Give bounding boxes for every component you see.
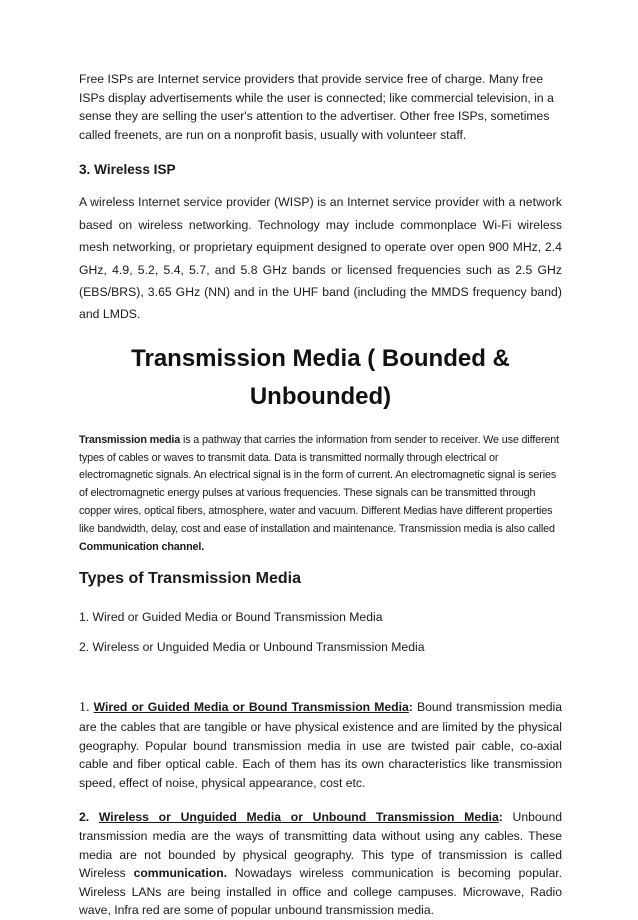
wireless-lead: Wireless or Unguided Media or Unbound Transmission Media (98, 810, 499, 825)
wireless-colon: : (498, 810, 503, 825)
type-item-wired: 1. Wired or Guided Media or Bound Transmission Media (79, 610, 383, 625)
wireless-strong: communication. (133, 866, 228, 881)
wireless-media-paragraph (79, 808, 562, 920)
wireless-body-2: Nowadays wireless communication is becoming popular. Wireless LANs are being installed in office and college campuses. Microwave, Radio wave, Infra red are some of popular unbound transmission media. (79, 866, 563, 918)
wireless-number: 2. (79, 810, 90, 825)
definition-term: Transmission media (79, 433, 181, 446)
main-title-line-1: Transmission Media ( Bounded & (131, 344, 510, 372)
wired-number: 1. (79, 700, 90, 716)
wired-lead: Wired or Guided Media or Bound Transmission Media (93, 700, 409, 715)
main-title-line-2: Unbounded) (249, 382, 392, 410)
free-isp-paragraph: Free ISPs are Internet service providers that provide service free of charge. Many free ISPs display advertisements while the user is connected; like commercial television, in a sense they are selling the user's attention to the advertiser. Other free ISPs, sometimes called freenets, are run on a nonprofit basis, usually with volunteer staff. (79, 72, 554, 142)
wireless-isp-paragraph: A wireless Internet service provider (WISP) is an Internet service provider with a network based on wireless networking. Technology may include commonplace Wi-Fi wireless mesh networking, or proprietary equipment designed to operate over open 900 MHz, 2.4 GHz, 4.9, 5.2, 5.4, 5.7, and 5.8 GHz bands or licensed frequencies such as 2.5 GHz (EBS/BRS), 3.65 GHz (NN) and in the UHF band (including the MMDS frequency band) and LMDS. (79, 195, 562, 322)
wired-colon: : (408, 700, 413, 715)
types-heading: Types of Transmission Media (79, 570, 301, 588)
main-title (79, 340, 562, 416)
wireless-isp-heading: 3. Wireless ISP (79, 162, 176, 178)
wired-body: Bound transmission media are the cables that are tangible or have physical existence and are limited by the physical geography. Popular bound transmission media in use are twisted pair cable, co-axial cable and fiber optical cable. Each of them has its own characteristics like transmission speed, effect of noise, physical appearance, cost etc. (79, 700, 563, 790)
definition-body: is a pathway that carries the information from sender to receiver. We use different types of cables or waves to transmit data. Data is transmitted normally through electrical or electromagnetic signals. An electrical signal is in the form of current. An electromagnetic signal is series of electromagnetic energy pulses at various frequencies. These signals can be transmitted through copper wires, optical fibers, atmosphere, water and vacuum. Different Medias have different properties like bandwidth, delay, cost and ease of installation and maintenance. Transmission media is also called (79, 433, 559, 535)
type-item-wireless: 2. Wireless or Unguided Media or Unbound Transmission Media (79, 640, 425, 655)
wired-media-paragraph (79, 698, 562, 792)
transmission-media-definition (79, 432, 562, 557)
wireless-body: Unbound transmission media are the ways of transmitting data without using any cables. These media are not bounded by physical geography. This type of transmission is called Wireless (79, 810, 562, 881)
definition-tail: Communication channel. (79, 540, 205, 553)
